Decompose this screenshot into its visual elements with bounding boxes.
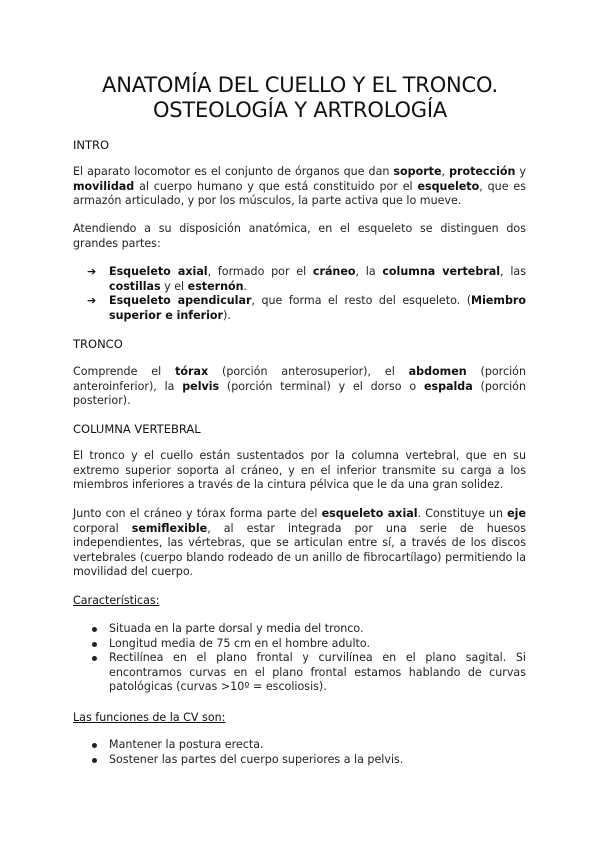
document-title: [40, 73, 560, 123]
columna-paragraph-1: El tronco y el cuello están sustentados por la columna vertebral, que en su extremo superior soporta al cráneo, y en el inferior transmite su carga a los miembros inferiores a través de la cintura pélvica que le da una gran solidez.: [73, 449, 526, 491]
list-item: Longitud media de 75 cm en el hombre adulto.: [73, 637, 526, 652]
title-line-2: OSTEOLOGÍA Y ARTROLOGÍA: [152, 98, 448, 122]
intro-paragraph-2: Atendiendo a su disposición anatómica, en el esqueleto se distinguen dos grandes partes:: [73, 222, 526, 250]
list-item: Rectilínea en el plano frontal y curvilínea en el plano sagital. Si encontramos curvas en el plano frontal estamos hablando de curvas patológicas (curvas >10º = escoliosis).: [73, 651, 526, 695]
section-heading-tronco: TRONCO: [73, 337, 123, 351]
funciones-list: [73, 738, 526, 767]
columna-paragraph-2: Junto con el cráneo y tórax forma parte del esqueleto axial. Constituye un eje corporal semiflexible, al estar integrada por una serie de huesos independientes, las vértebras, que se articulan entre sí, a través de los discos vertebrales (cuerpo blando rodeado de un anillo de fibrocartílago) permitiendo la movilidad del cuerpo.: [73, 507, 526, 578]
intro-paragraph-1: El aparato locomotor es el conjunto de órganos que dan soporte, protección y movilidad al cuerpo humano y que está constituido por el esqueleto, que es armazón articulado, y por los músculos, la parte activa que lo mueve.: [73, 165, 526, 207]
skeleton-parts-list: [73, 265, 526, 323]
list-item: Mantener la postura erecta.: [73, 738, 526, 753]
section-heading-columna: COLUMNA VERTEBRAL: [73, 422, 201, 436]
list-item: ➔ Esqueleto axial, formado por el cráneo, la columna vertebral, las costillas y el esternón.: [87, 265, 526, 293]
list-item: Sostener las partes del cuerpo superiores a la pelvis.: [73, 753, 526, 768]
list-item: ➔ Esqueleto apendicular, que forma el resto del esqueleto. (Miembro superior e inferior).: [87, 294, 526, 322]
arrow-bullet-icon: ➔: [87, 265, 97, 278]
bullet-dot-icon: [92, 743, 97, 748]
title-line-1: ANATOMÍA DEL CUELLO Y EL TRONCO.: [102, 73, 498, 97]
caracteristicas-list: [73, 622, 526, 695]
arrow-bullet-icon: ➔: [87, 294, 97, 307]
list-item: Situada en la parte dorsal y media del tronco.: [73, 622, 526, 637]
bullet-dot-icon: [92, 758, 97, 763]
section-heading-intro: INTRO: [73, 138, 110, 152]
bullet-dot-icon: [92, 656, 97, 661]
tronco-paragraph: Comprende el tórax (porción anterosuperior), el abdomen (porción anteroinferior), la pelvis (porción terminal) y el dorso o espalda (porción posterior).: [73, 365, 526, 407]
caracteristicas-heading: Características:: [73, 594, 160, 607]
bullet-dot-icon: [92, 627, 97, 632]
bullet-dot-icon: [92, 642, 97, 647]
funciones-heading: Las funciones de la CV son:: [73, 711, 226, 724]
